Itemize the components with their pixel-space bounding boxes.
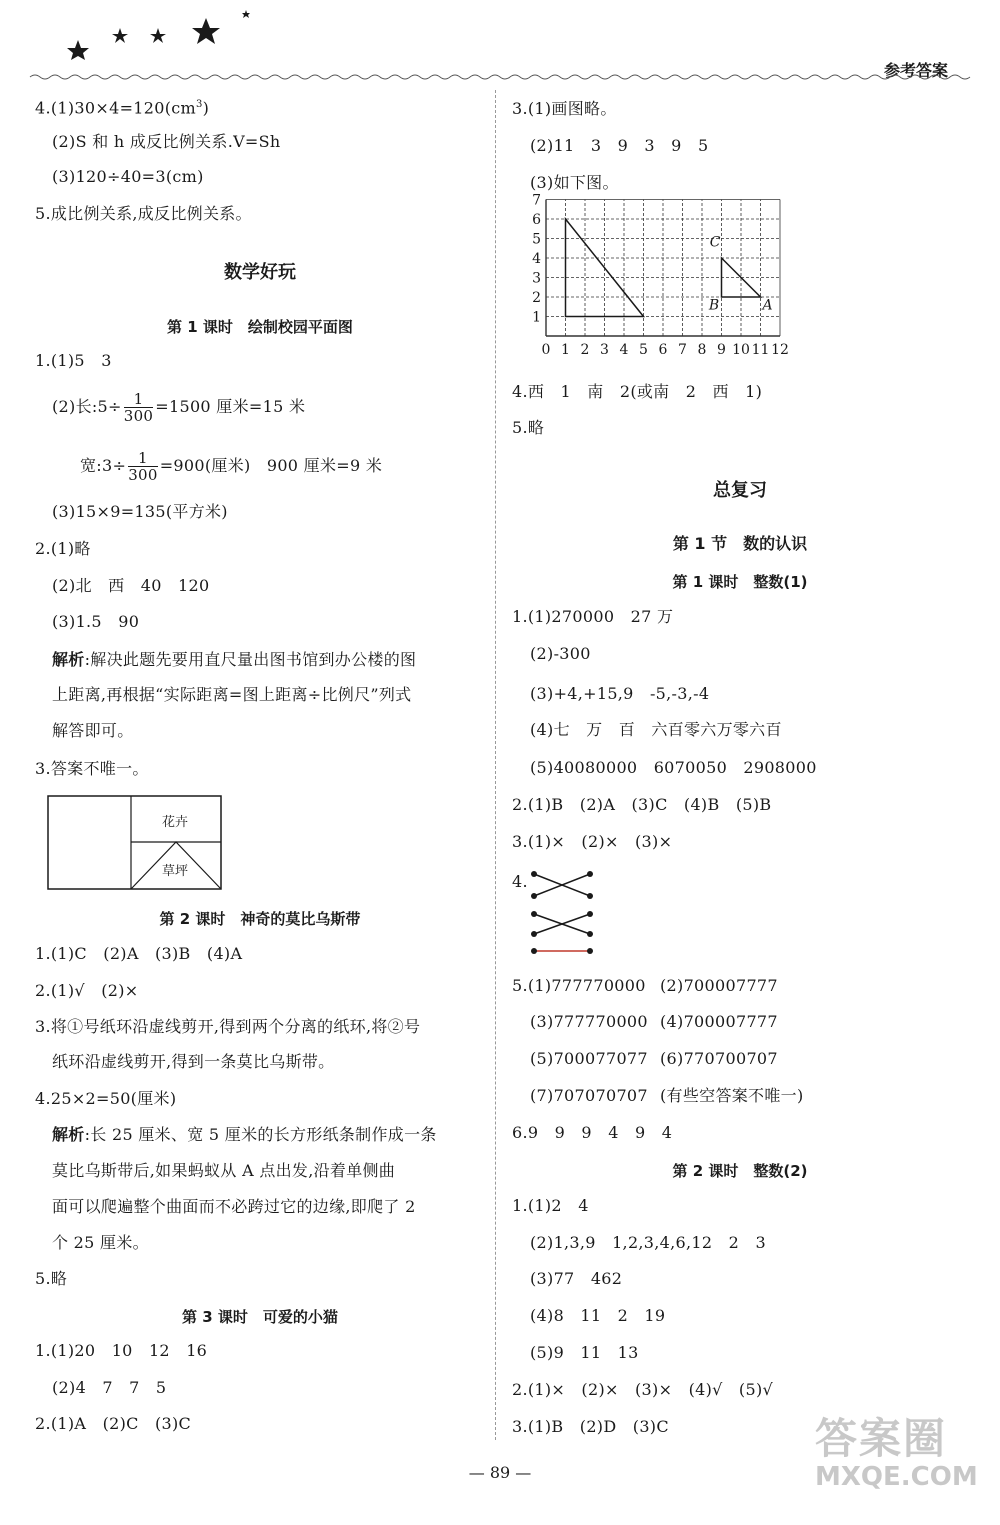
answer-line: (2)北 西 40 120 (52, 576, 210, 595)
answer-text: (2)长:5÷ (52, 397, 122, 416)
section-subtitle: 第 1 节 数的认识 (672, 534, 808, 553)
lesson-title: 第 3 课时 可爱的小猫 (182, 1308, 338, 1326)
star-icon (67, 40, 89, 60)
y-tick-label: 5 (532, 231, 541, 248)
answer-line: 5.成比例关系,成反比例关系。 (35, 204, 252, 223)
answer-line: 5.略 (512, 418, 545, 437)
answer-line: (2)S 和 h 成反比例关系.V=Sh (52, 132, 281, 151)
answer-line (80, 447, 382, 485)
point-label: B (708, 297, 720, 314)
fraction-denominator: 300 (128, 466, 158, 484)
answer-line: (3)15×9=135(平方米) (52, 502, 228, 521)
x-tick-label: 8 (697, 342, 707, 358)
analysis-line (52, 1124, 437, 1146)
answer-line: 3.答案不唯一。 (35, 759, 149, 778)
flower-bed-label: 花卉 (162, 815, 189, 830)
fraction-numerator: 1 (124, 391, 154, 408)
answer-line: (4)七 万 百 六百零六万零六百 (530, 720, 782, 739)
answer-line: (4)700007777 (660, 1012, 778, 1031)
answer-line: (2)11 3 9 3 9 5 (530, 136, 709, 155)
header-decoration (60, 10, 260, 64)
answer-line: (3)777770000 (530, 1012, 648, 1031)
answer-line: (2)4 7 7 5 (52, 1378, 167, 1397)
column-divider (495, 90, 496, 1440)
answer-line: $4.(1)30\times 4=120(cm^3)$ (35, 98, 210, 118)
answer-line: 6.9 9 9 4 9 4 (512, 1123, 673, 1142)
watermark-text: 答案圈 (815, 1414, 948, 1463)
answer-line: 2.(1)B (2)A (3)C (4)B (5)B (512, 795, 772, 814)
page-number: — 89 — (468, 1463, 532, 1482)
point-label: C (709, 234, 721, 251)
analysis-line: 个 25 厘米。 (52, 1233, 149, 1252)
analysis-line: 面可以爬遍整个曲面而不必跨过它的边缘,即爬了 2 (52, 1197, 416, 1216)
x-tick-label: 6 (658, 342, 668, 358)
answer-line: (3)77 462 (530, 1269, 623, 1288)
lesson-title: 第 2 课时 神奇的莫比乌斯带 (159, 910, 361, 928)
answer-line: 4.25×2=50(厘米) (35, 1089, 177, 1108)
answer-line: (有些空答案不唯一) (660, 1086, 804, 1105)
lesson-title: 第 2 课时 整数(2) (672, 1162, 808, 1180)
watermark (815, 1406, 978, 1492)
answer-line: (3)1.5 90 (52, 612, 140, 631)
stars-decoration (60, 10, 260, 60)
fraction-denominator: 300 (123, 407, 154, 425)
answer-line: (5)9 11 13 (530, 1343, 639, 1362)
answer-line: (5)40080000 6070050 2908000 (530, 758, 817, 777)
y-tick-label: 1 (532, 309, 541, 326)
lawn-label: 草坪 (162, 864, 189, 879)
section-title: 总复习 (713, 480, 767, 501)
x-tick-label: 0 (541, 342, 551, 358)
answer-line: 1.(1)C (2)A (3)B (4)A (35, 944, 243, 963)
answer-line: 1.(1)270000 27 万 (512, 607, 674, 626)
y-tick-label: 3 (532, 270, 541, 287)
x-tick-label: 12 (771, 342, 789, 358)
answer-text: =900(厘米) 900 厘米=9 米 (159, 456, 383, 475)
analysis-label: 解析 (52, 1125, 85, 1144)
x-tick-label: 1 (561, 342, 570, 358)
x-tick-label: 2 (580, 342, 590, 358)
y-tick-label: 4 (532, 251, 541, 267)
x-tick-label: 7 (678, 342, 687, 358)
y-tick-label: 2 (532, 290, 541, 306)
answer-line: 3.(1)画图略。 (512, 99, 617, 118)
answer-line: 3.将①号纸环沿虚线剪开,得到两个分离的纸环,将②号 (35, 1017, 421, 1036)
answer-line: (3)如下图。 (530, 173, 619, 192)
x-tick-label: 11 (751, 342, 770, 358)
answer-line: 2.(1)× (2)× (3)× (4)√ (5)√ (512, 1380, 773, 1399)
answer-line: (5)700077077 (530, 1049, 648, 1068)
section-title: 数学好玩 (224, 262, 296, 283)
fraction-numerator: 1 (128, 450, 158, 467)
campus-plan-figure (47, 795, 223, 895)
x-tick-label: 4 (619, 342, 629, 358)
answer-text: 宽:3÷ (80, 456, 127, 475)
x-tick-label: 10 (732, 342, 750, 358)
answer-text: =1500 厘米=15 米 (155, 397, 306, 416)
analysis-line (52, 649, 416, 671)
x-tick-label: 3 (600, 342, 609, 358)
answer-line: 2.(1)A (2)C (3)C (35, 1414, 192, 1433)
answer-line (52, 388, 305, 426)
answer-line: 1.(1)5 3 (35, 351, 112, 370)
analysis-label: 解析 (52, 650, 85, 669)
answer-line: 1.(1)20 10 12 16 (35, 1341, 208, 1360)
answer-line: 5.(1)777770000 (512, 976, 646, 995)
star-icon (192, 18, 220, 44)
answer-line: 纸环沿虚线剪开,得到一条莫比乌斯带。 (52, 1052, 335, 1071)
coordinate-grid (528, 192, 798, 368)
point-label: A (762, 297, 773, 314)
campus-plan-svg (47, 795, 223, 891)
analysis-text: :解决此题先要用直尺量出图书馆到办公楼的图 (84, 650, 417, 669)
watermark-url: MXQE.COM (815, 1462, 978, 1492)
matching-figure (528, 866, 598, 962)
answer-line: 3.(1)× (2)× (3)× (512, 832, 673, 851)
analysis-line: 莫比乌斯带后,如果蚂蚁从 A 点出发,沿着单侧曲 (52, 1161, 396, 1180)
answer-line: (7)707070707 (530, 1086, 648, 1105)
coordinate-grid-figure (528, 192, 798, 372)
header-rule (30, 72, 975, 82)
star-icon (150, 28, 166, 43)
x-tick-label: 5 (639, 342, 648, 358)
answer-line: (3)120÷40=3(cm) (52, 167, 204, 186)
analysis-text: :长 25 厘米、宽 5 厘米的长方形纸条制作成一条 (84, 1125, 437, 1144)
y-tick-label: 7 (532, 192, 541, 209)
analysis-line: 解答即可。 (52, 721, 134, 740)
header-title: 参考答案 (883, 61, 948, 80)
answer-line: 1.(1)2 4 (512, 1196, 589, 1215)
lesson-title: 第 1 课时 绘制校园平面图 (167, 318, 353, 336)
answer-line: (4)8 11 2 19 (530, 1306, 666, 1325)
answer-line: (2)1,3,9 1,2,3,4,6,12 2 3 (530, 1233, 766, 1252)
answer-line: (2)-300 (530, 644, 591, 663)
fraction (128, 450, 158, 483)
answer-line: 5.略 (35, 1269, 68, 1288)
star-icon (242, 10, 250, 18)
answer-line: 2.(1)√ (2)× (35, 981, 139, 1000)
matching-lines (528, 866, 598, 958)
analysis-line: 上距离,再根据“实际距离=图上距离÷比例尺”列式 (52, 685, 412, 704)
answer-line: 4. (512, 872, 528, 891)
fraction (124, 391, 154, 424)
lesson-title: 第 1 课时 整数(1) (672, 573, 808, 591)
x-tick-label: 9 (717, 342, 726, 358)
answer-line: (6)770700707 (660, 1049, 778, 1068)
answer-line: 3.(1)B (2)D (3)C (512, 1417, 669, 1436)
y-tick-label: 6 (532, 212, 541, 228)
answer-line: 4.西 1 南 2(或南 2 西 1) (512, 382, 763, 401)
star-icon (112, 28, 128, 43)
answer-line: (3)+4,+15,9 -5,-3,-4 (530, 684, 710, 703)
answer-line: (2)700007777 (660, 976, 778, 995)
answer-line: 2.(1)略 (35, 539, 91, 558)
